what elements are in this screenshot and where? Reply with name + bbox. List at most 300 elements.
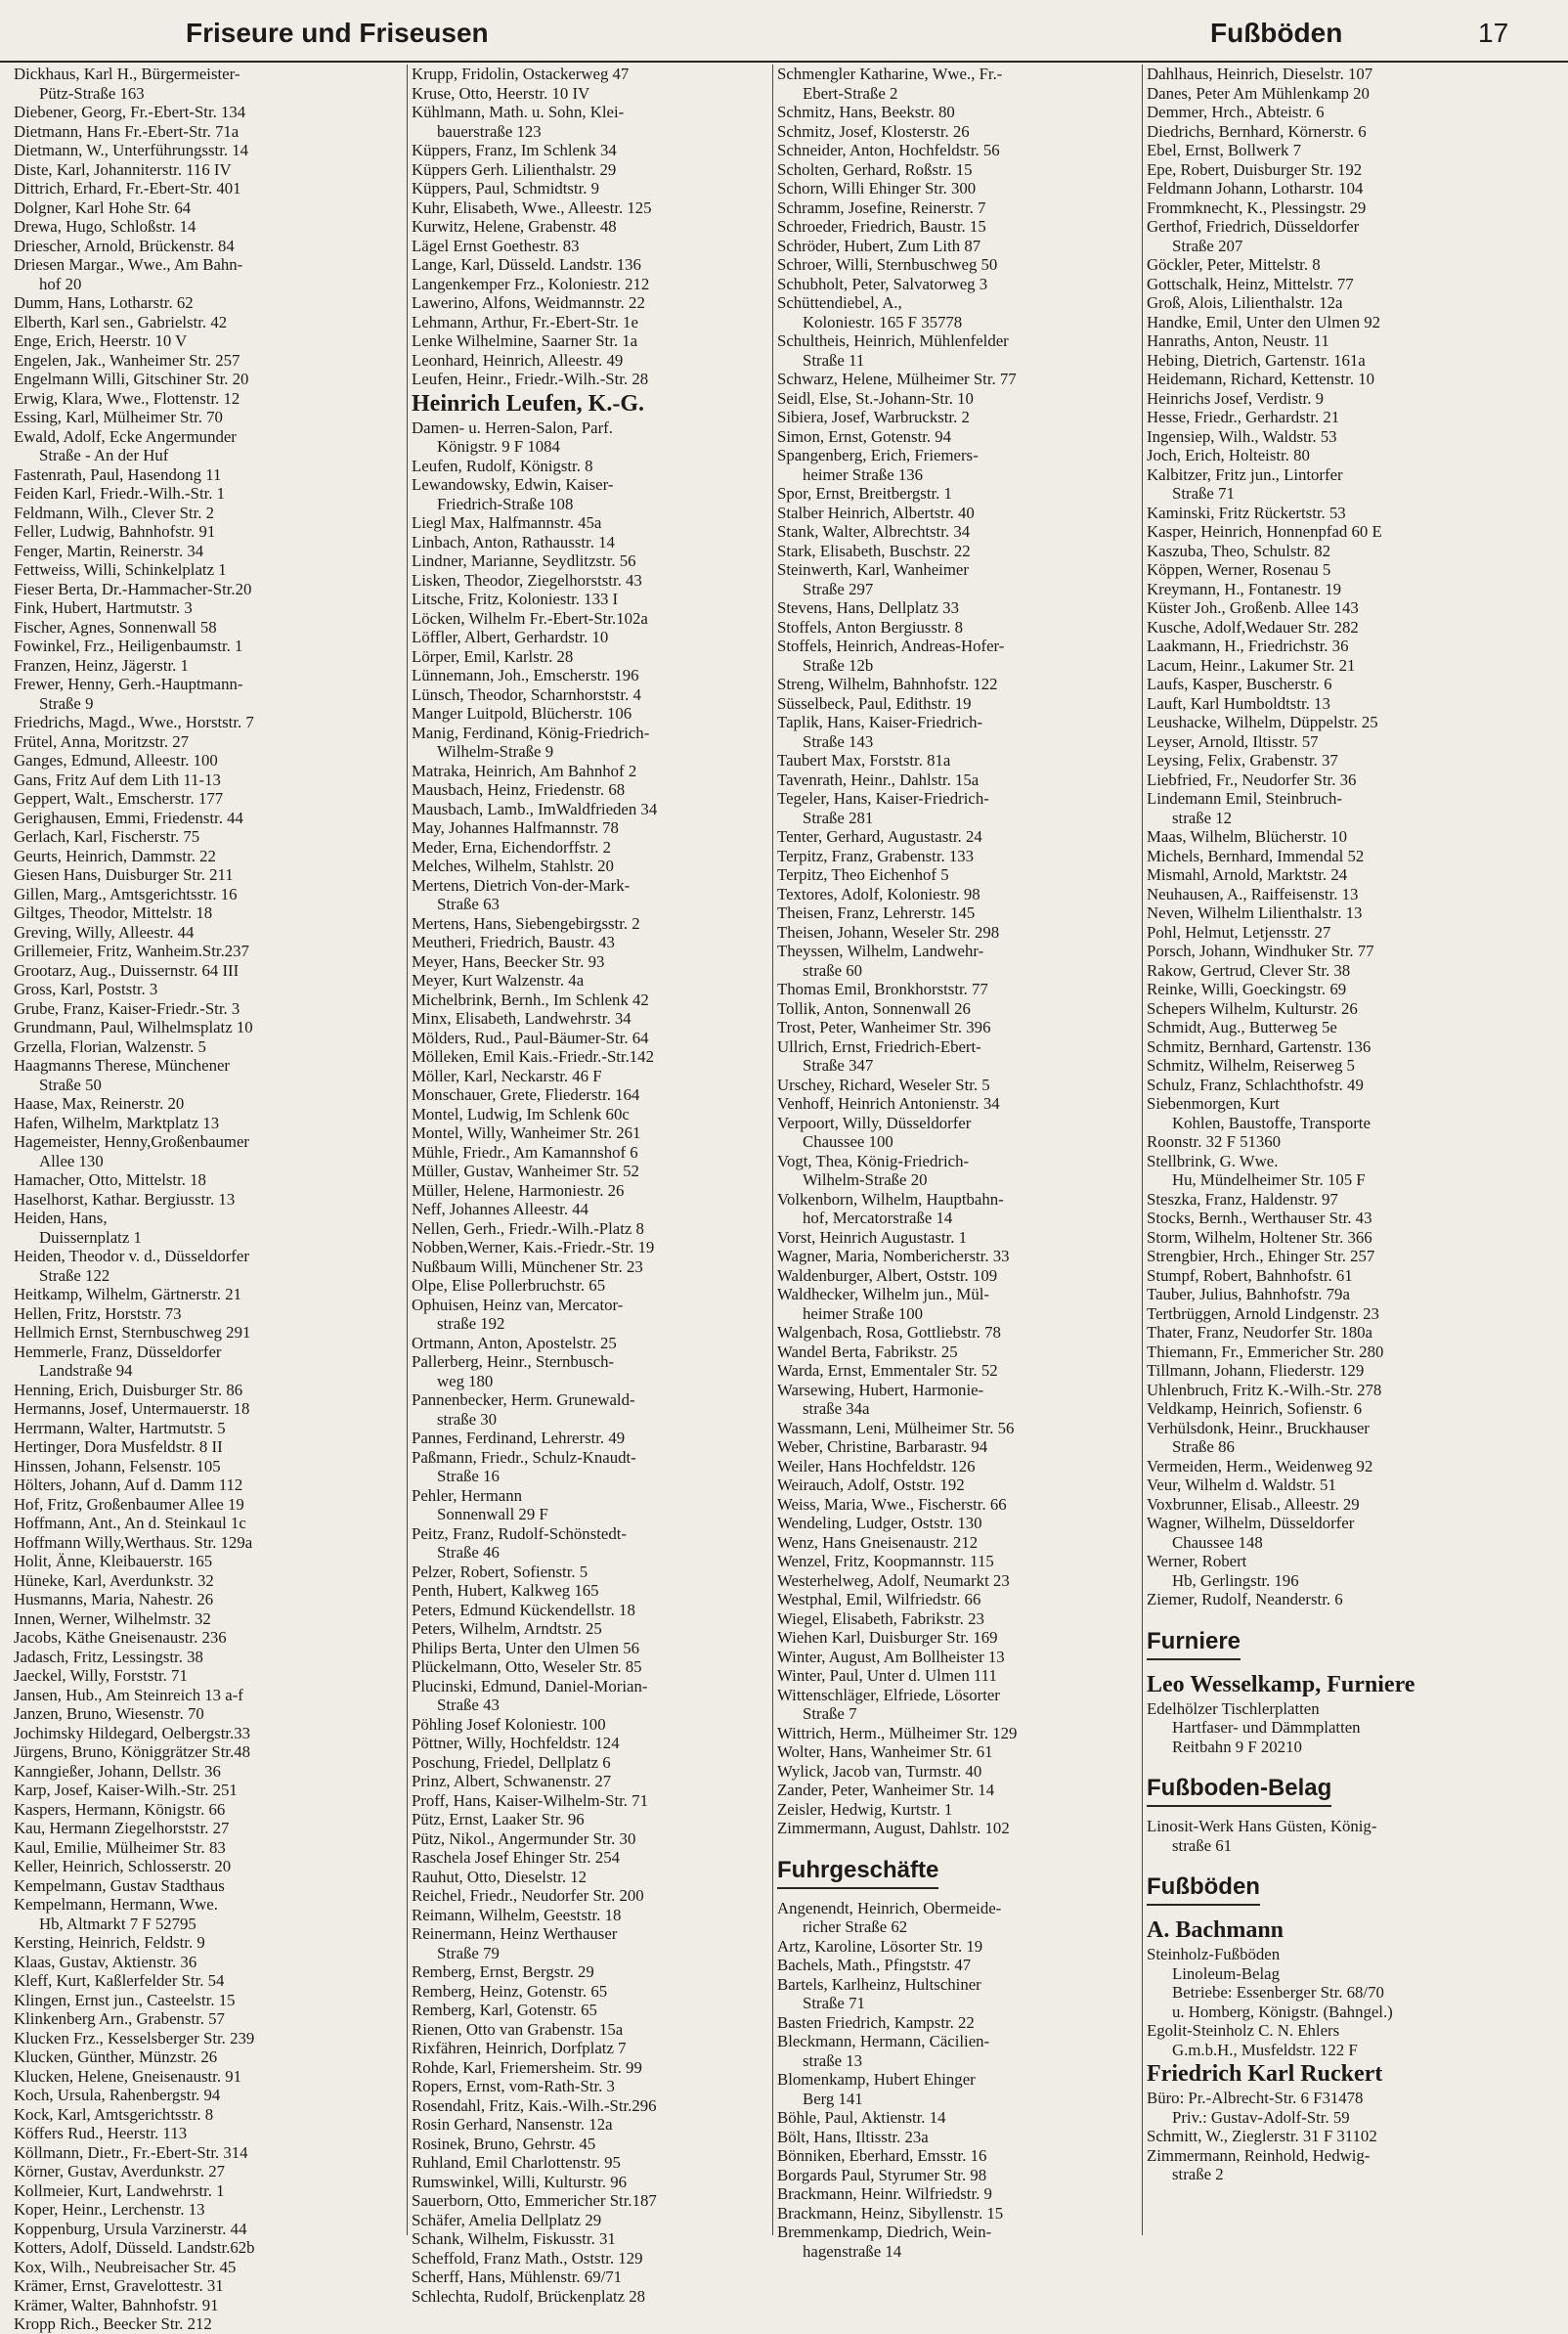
entry-address-line: Hartfaser- und Dämmplatten xyxy=(1172,1718,1361,1737)
directory-entry xyxy=(14,1628,397,1648)
entry-name-line: Karp, Josef, Kaiser-Wilh.-Str. 251 xyxy=(14,1781,238,1799)
entry-name-line: Scheffold, Franz Math., Oststr. 129 xyxy=(412,2248,643,2268)
directory-entry xyxy=(777,1724,1137,1743)
entry-address-line: Ebert-Straße 2 xyxy=(803,83,898,103)
entry-name-line: Rosinek, Bruno, Gehrstr. 45 xyxy=(412,2134,596,2153)
entry-name-line: Schultheis, Heinrich, Mühlenfelder xyxy=(777,331,1009,350)
directory-entry xyxy=(14,1838,397,1858)
entry-name-line: Heidemann, Richard, Kettenstr. 10 xyxy=(1147,370,1375,388)
directory-entry xyxy=(1147,999,1520,1019)
entry-name-line: Edelhölzer Tischlerplatten xyxy=(1147,1698,1320,1718)
entry-name-line: Pannes, Ferdinand, Lehrerstr. 49 xyxy=(412,1429,626,1447)
entry-name-line: Schwarz, Helene, Mülheimer Str. 77 xyxy=(777,370,1017,388)
entry-address-line: weg 180 xyxy=(437,1371,494,1390)
entry-name-line: Krämer, Walter, Bahnhofstr. 91 xyxy=(14,2295,219,2314)
entry-address-line: Duissernplatz 1 xyxy=(39,1227,142,1247)
entry-name-line: Friedrichs, Magd., Wwe., Horststr. 7 xyxy=(14,713,254,731)
entry-name-line: Paßmann, Friedr., Schulz-Knaudt- xyxy=(412,1447,636,1467)
column-2 xyxy=(407,65,767,2306)
entry-name-line: Schmidt, Aug., Butterweg 5e xyxy=(1147,1018,1337,1036)
directory-entry xyxy=(14,1094,397,1114)
entry-name-line: Montel, Willy, Wanheimer Str. 261 xyxy=(412,1123,641,1142)
entry-name-line: Bachels, Math., Pfingststr. 47 xyxy=(777,1956,972,1974)
directory-entry xyxy=(1147,1817,1520,1855)
entry-name-line: Walgenbach, Rosa, Gottliebstr. 78 xyxy=(777,1323,1001,1342)
entry-name-line: Giltges, Theodor, Mittelstr. 18 xyxy=(14,903,213,922)
entry-name-line: Giesen Hans, Duisburger Str. 211 xyxy=(14,865,234,884)
directory-entry xyxy=(412,2020,767,2040)
entry-name-line: Leufen, Rudolf, Königstr. 8 xyxy=(412,456,593,475)
entry-name-line: Gerlach, Karl, Fischerstr. 75 xyxy=(14,827,200,846)
entry-name-line: Dietmann, Hans Fr.-Ebert-Str. 71a xyxy=(14,121,240,141)
entry-name-line: Kempelmann, Gustav Stadthaus xyxy=(14,1875,225,1895)
entry-name-line: Klucken, Günther, Münzstr. 26 xyxy=(14,2048,218,2066)
directory-entry xyxy=(14,1953,397,1972)
directory-entry xyxy=(14,542,397,561)
directory-entry xyxy=(412,1906,767,1925)
entry-name-line: Wenzel, Fritz, Koopmannstr. 115 xyxy=(777,1552,994,1570)
entry-name-line: Hinssen, Johann, Felsenstr. 105 xyxy=(14,1456,221,1475)
entry-name-line: Kurwitz, Helene, Grabenstr. 48 xyxy=(412,217,617,236)
directory-entry xyxy=(14,1399,397,1419)
entry-name-line: Tertbrüggen, Arnold Lindgenstr. 23 xyxy=(1147,1303,1379,1323)
entry-name-line: Jürgens, Bruno, Königgrätzer Str.48 xyxy=(14,1742,251,1761)
entry-name-line: Steszka, Franz, Haldenstr. 97 xyxy=(1147,1189,1338,1209)
directory-entry xyxy=(412,2135,767,2154)
entry-address-line: Chaussee 100 xyxy=(803,1132,893,1151)
entry-address-line: Straße 71 xyxy=(803,1994,865,2012)
directory-entry xyxy=(412,331,767,351)
directory-entry xyxy=(1147,694,1520,714)
entry-name-line: Taplik, Hans, Kaiser-Friedrich- xyxy=(777,713,983,731)
directory-entry xyxy=(777,903,1137,923)
directory-entry xyxy=(14,1590,397,1609)
directory-entry xyxy=(1147,865,1520,885)
entry-name-line: Kreymann, H., Fontanestr. 19 xyxy=(1147,579,1342,598)
directory-entry xyxy=(777,1781,1137,1800)
entry-name-line: Minx, Elisabeth, Landwehrstr. 34 xyxy=(412,1009,632,1028)
entry-address-line: Straße 86 xyxy=(1172,1437,1235,1456)
entry-name-line: Lacum, Heinr., Lakumer Str. 21 xyxy=(1147,655,1356,675)
directory-entry xyxy=(1147,1304,1520,1324)
directory-entry xyxy=(14,465,397,485)
entry-name-line: Olpe, Elise Pollerbruchstr. 65 xyxy=(412,1276,606,1295)
entry-name-line: Storm, Wilhelm, Holtener Str. 366 xyxy=(1147,1227,1372,1247)
directory-entry xyxy=(777,1094,1137,1114)
directory-entry xyxy=(777,1628,1137,1648)
directory-entry xyxy=(14,1209,397,1247)
directory-entry xyxy=(777,1437,1137,1457)
directory-entry xyxy=(777,1937,1137,1957)
entry-name-line: Neff, Johannes Alleestr. 44 xyxy=(412,1200,588,1218)
entry-name-line: Terpitz, Franz, Grabenstr. 133 xyxy=(777,846,975,865)
directory-entry xyxy=(777,217,1137,237)
directory-entry xyxy=(777,446,1137,484)
entry-name-line: Pallerberg, Heinr., Sternbusch- xyxy=(412,1352,615,1371)
directory-entry xyxy=(777,847,1137,866)
entry-address-line: Linoleum-Belag xyxy=(1172,1963,1280,1983)
entry-name-line: Vermeiden, Herm., Weidenweg 92 xyxy=(1147,1456,1373,1475)
directory-entry xyxy=(14,2048,397,2067)
entry-name-line: Geurts, Heinrich, Dammstr. 22 xyxy=(14,846,216,865)
entry-name-line: Handke, Emil, Unter den Ulmen 92 xyxy=(1147,312,1381,331)
directory-entry xyxy=(777,1742,1137,1762)
directory-entry xyxy=(777,2146,1137,2166)
entry-name-line: Schneider, Anton, Hochfeldstr. 56 xyxy=(777,141,1000,159)
entry-name-line: Mausbach, Heinz, Friedenstr. 68 xyxy=(412,780,626,799)
directory-entry xyxy=(412,2096,767,2116)
directory-entry xyxy=(1147,961,1520,981)
entry-name-line: Leonhard, Heinrich, Alleestr. 49 xyxy=(412,350,624,370)
entry-name-line: Hoffmann, Ant., An d. Steinkaul 1c xyxy=(14,1514,246,1532)
directory-entry xyxy=(14,1514,397,1533)
entry-name-line: Leyser, Arnold, Iltisstr. 57 xyxy=(1147,731,1319,751)
entry-name-line: Maas, Wilhelm, Blücherstr. 10 xyxy=(1147,827,1348,846)
entry-name-line: Hüneke, Karl, Averdunkstr. 32 xyxy=(14,1570,214,1590)
directory-entry xyxy=(412,628,767,647)
directory-entry xyxy=(14,103,397,122)
directory-entry xyxy=(14,903,397,923)
entry-name-line: Kaul, Emilie, Mülheimer Str. 83 xyxy=(14,1837,226,1857)
directory-entry xyxy=(412,609,767,629)
entry-name-line: Zimmermann, Reinhold, Hedwig- xyxy=(1147,2145,1371,2165)
entry-address-line: straße 2 xyxy=(1172,2165,1224,2183)
entry-name-line: Rumswinkel, Willi, Kulturstr. 96 xyxy=(412,2172,627,2191)
directory-entry xyxy=(412,1486,767,1524)
directory-entry xyxy=(1147,351,1520,371)
directory-entry xyxy=(777,923,1137,943)
directory-entry xyxy=(777,1419,1137,1438)
directory-entry xyxy=(412,1715,767,1735)
directory-entry xyxy=(777,1495,1137,1515)
directory-entry xyxy=(412,1677,767,1715)
entry-name-line: Tollik, Anton, Sonnenwall 26 xyxy=(777,998,971,1018)
directory-entry xyxy=(777,160,1137,180)
entry-name-line: Hebing, Dietrich, Gartenstr. 161a xyxy=(1147,350,1366,370)
entry-name-line: Diebener, Georg, Fr.-Ebert-Str. 134 xyxy=(14,103,246,121)
entry-name-line: Ophuisen, Heinz van, Mercator- xyxy=(412,1295,624,1314)
directory-entry xyxy=(14,2029,397,2048)
directory-entry xyxy=(1147,103,1520,122)
entry-name-line: Pöttner, Willy, Hochfeldstr. 124 xyxy=(412,1734,620,1752)
entry-address-line: straße 34a xyxy=(803,1399,870,1418)
entry-name-line: Lünnemann, Joh., Emscherstr. 196 xyxy=(412,666,639,684)
directory-entry xyxy=(777,504,1137,523)
section-heading: Fußboden-Belag xyxy=(1147,1774,1331,1807)
business-name: Friedrich Karl Ruckert xyxy=(1147,2061,1383,2087)
entry-name-line: Ortmann, Anton, Apostelstr. 25 xyxy=(412,1333,617,1352)
directory-entry xyxy=(412,1200,767,1219)
directory-entry xyxy=(412,198,767,218)
entry-name-line: Poschung, Friedel, Dellplatz 6 xyxy=(412,1752,611,1772)
directory-entry xyxy=(777,1956,1137,1975)
entry-name-line: Heinrichs Josef, Verdistr. 9 xyxy=(1147,388,1324,408)
entry-address-line: Straße 71 xyxy=(1172,484,1235,503)
directory-entry xyxy=(777,1190,1137,1228)
directory-entry xyxy=(14,1056,397,1094)
entry-name-line: Pütz, Ernst, Laaker Str. 96 xyxy=(412,1810,585,1828)
entry-name-line: Wagner, Maria, Nombericherstr. 33 xyxy=(777,1247,1010,1265)
directory-entry xyxy=(412,351,767,371)
entry-name-line: Schmitt, W., Zieglerstr. 31 F 31102 xyxy=(1147,2127,1377,2145)
directory-entry xyxy=(777,2166,1137,2185)
directory-entry xyxy=(412,237,767,256)
entry-name-line: Grzella, Florian, Walzenstr. 5 xyxy=(14,1036,206,1056)
directory-entry xyxy=(1147,656,1520,676)
directory-entry xyxy=(777,713,1137,751)
entry-name-line: Vogt, Thea, König-Friedrich- xyxy=(777,1151,970,1170)
directory-entry xyxy=(777,771,1137,790)
directory-entry xyxy=(412,1810,767,1829)
entry-name-line: Göckler, Peter, Mittelstr. 8 xyxy=(1147,255,1321,274)
entry-name-line: Klinkenberg Arn., Grabenstr. 57 xyxy=(14,2009,225,2028)
entry-name-line: Hagemeister, Henny,Großenbaumer xyxy=(14,1132,250,1151)
directory-entry xyxy=(777,1975,1137,2013)
directory-entry xyxy=(1147,1381,1520,1400)
entry-name-line: Textores, Adolf, Koloniestr. 98 xyxy=(777,884,980,903)
entry-name-line: Artz, Karoline, Lösorter Str. 19 xyxy=(777,1936,983,1956)
entry-name-line: Fowinkel, Frz., Heiligenbaumstr. 1 xyxy=(14,637,243,655)
entry-name-line: Bremmenkamp, Diedrich, Wein- xyxy=(777,2223,992,2241)
entry-name-line: Gans, Fritz Auf dem Lith 11-13 xyxy=(14,770,221,789)
entry-address-line: Landstraße 94 xyxy=(39,1361,133,1380)
directory-entry xyxy=(412,217,767,237)
entry-name-line: Terpitz, Theo Eichenhof 5 xyxy=(777,865,949,884)
directory-entry xyxy=(14,1781,397,1800)
directory-entry xyxy=(777,2013,1137,2033)
entry-name-line: Dumm, Hans, Lotharstr. 62 xyxy=(14,293,194,312)
entry-name-line: Stalber Heinrich, Albertstr. 40 xyxy=(777,503,975,522)
directory-entry xyxy=(412,952,767,972)
directory-entry xyxy=(412,1105,767,1124)
directory-entry xyxy=(1147,1475,1520,1495)
directory-entry xyxy=(14,2162,397,2181)
entry-name-line: Grundmann, Paul, Wilhelmsplatz 10 xyxy=(14,1018,253,1036)
directory-entry xyxy=(1147,217,1520,255)
entry-name-line: Liegl Max, Halfmannstr. 45a xyxy=(412,513,602,532)
directory-entry xyxy=(777,389,1137,409)
entry-name-line: Kruse, Otto, Heerstr. 10 IV xyxy=(412,83,590,103)
entry-address-line: Hb, Altmarkt 7 F 52795 xyxy=(39,1914,196,1933)
entry-address-line: straße 61 xyxy=(1172,1835,1233,1855)
entry-name-line: Winter, Paul, Unter d. Ulmen 111 xyxy=(777,1666,997,1685)
entry-name-line: Frütel, Anna, Moritzstr. 27 xyxy=(14,731,189,751)
entry-name-line: Kaspers, Hermann, Königstr. 66 xyxy=(14,1799,226,1819)
directory-entry xyxy=(14,732,397,752)
entry-name-line: Bleckmann, Hermann, Cäcilien- xyxy=(777,2032,990,2050)
directory-entry xyxy=(1147,751,1520,771)
directory-entry xyxy=(777,1552,1137,1571)
directory-entry xyxy=(14,1876,397,1896)
directory-entry xyxy=(412,1238,767,1257)
entry-name-line: Körner, Gustav, Averdunkstr. 27 xyxy=(14,2162,226,2180)
entry-name-line: Bönniken, Eberhard, Emsstr. 16 xyxy=(777,2146,987,2165)
entry-name-line: Henning, Erich, Duisburger Str. 86 xyxy=(14,1380,243,1399)
directory-entry xyxy=(412,1924,767,1962)
directory-entry xyxy=(412,1181,767,1201)
entry-address-line: bauerstraße 123 xyxy=(437,121,542,141)
directory-entry xyxy=(777,1514,1137,1533)
entry-name-line: Frewer, Henny, Gerh.-Hauptmann- xyxy=(14,675,243,693)
entry-name-line: Werner, Robert xyxy=(1147,1552,1247,1570)
directory-entry xyxy=(777,885,1137,904)
entry-address-line: straße 60 xyxy=(803,960,863,980)
directory-entry xyxy=(14,1552,397,1571)
directory-entry xyxy=(1147,465,1520,504)
entry-name-line: Klucken Frz., Kesselsberger Str. 239 xyxy=(14,2028,255,2048)
directory-entry xyxy=(412,1067,767,1086)
directory-entry xyxy=(1147,2021,1520,2059)
entry-name-line: Proff, Hans, Kaiser-Wilhelm-Str. 71 xyxy=(412,1790,648,1810)
directory-entry xyxy=(1147,1361,1520,1381)
entry-name-line: Fieser Berta, Dr.-Hammacher-Str.20 xyxy=(14,579,252,598)
entry-address-line: straße 12 xyxy=(1172,808,1233,827)
directory-entry xyxy=(1147,122,1520,142)
entry-name-line: Pöhling Josef Koloniestr. 100 xyxy=(412,1714,606,1734)
directory-entry xyxy=(14,1475,397,1495)
entry-name-line: Müller, Helene, Harmoniestr. 26 xyxy=(412,1180,625,1200)
directory-entry xyxy=(1147,771,1520,790)
directory-entry xyxy=(777,675,1137,694)
directory-entry xyxy=(1147,598,1520,618)
entry-name-line: Lauft, Karl Humboldtstr. 13 xyxy=(1147,693,1330,713)
directory-entry xyxy=(412,1962,767,1982)
entry-name-line: Sauerborn, Otto, Emmericher Str.187 xyxy=(412,2191,657,2210)
directory-entry xyxy=(14,2238,397,2258)
entry-name-line: Pehler, Hermann xyxy=(412,1485,523,1505)
entry-name-line: Koch, Ursula, Rahenbergstr. 94 xyxy=(14,2086,221,2104)
entry-name-line: Herrmann, Walter, Hartmutstr. 5 xyxy=(14,1418,226,1437)
entry-name-line: Plückelmann, Otto, Weseler Str. 85 xyxy=(412,1657,642,1676)
entry-name-line: Mausbach, Lamb., ImWaldfrieden 34 xyxy=(412,799,658,818)
entry-name-line: Schüttendiebel, A., xyxy=(777,293,902,312)
entry-name-line: Küppers Gerh. Lilienthalstr. 29 xyxy=(412,159,617,179)
entry-address-line: Hu, Mündelheimer Str. 105 F xyxy=(1172,1170,1366,1189)
entry-name-line: Matraka, Heinrich, Am Bahnhof 2 xyxy=(412,761,637,780)
entry-name-line: Fischer, Agnes, Sonnenwall 58 xyxy=(14,617,217,637)
entry-name-line: Schmitz, Bernhard, Gartenstr. 136 xyxy=(1147,1036,1372,1056)
directory-entry xyxy=(777,1037,1137,1076)
directory-entry xyxy=(1147,1419,1520,1457)
directory-entry xyxy=(777,1475,1137,1495)
entry-address-line: Hb, Gerlingstr. 196 xyxy=(1172,1570,1299,1590)
directory-entry xyxy=(14,1648,397,1667)
entry-name-line: Feller, Ludwig, Bahnhofstr. 91 xyxy=(14,522,216,541)
directory-entry xyxy=(777,103,1137,122)
directory-entry xyxy=(1147,1399,1520,1419)
directory-entry xyxy=(777,2128,1137,2147)
entry-name-line: Zander, Peter, Wanheimer Str. 14 xyxy=(777,1781,995,1799)
directory-entry xyxy=(1147,255,1520,275)
directory-entry xyxy=(14,237,397,256)
entry-name-line: Wiehen Karl, Duisburger Str. 169 xyxy=(777,1628,998,1647)
entry-name-line: Brackmann, Heinr. Wilfriedstr. 9 xyxy=(777,2184,992,2203)
entry-name-line: Weiler, Hans Hochfeldstr. 126 xyxy=(777,1456,976,1475)
entry-name-line: Stevens, Hans, Dellplatz 33 xyxy=(777,598,959,617)
directory-entry xyxy=(14,1114,397,1133)
entry-name-line: Lindemann Emil, Steinbruch- xyxy=(1147,789,1342,808)
directory-entry xyxy=(14,809,397,828)
entry-address-line: straße 13 xyxy=(803,2050,863,2070)
directory-entry xyxy=(1147,2089,1520,2127)
entry-name-line: Ullrich, Ernst, Friedrich-Ebert- xyxy=(777,1036,981,1056)
entry-name-line: Damen- u. Herren-Salon, Parf. xyxy=(412,418,613,437)
entry-name-line: Wiegel, Elisabeth, Fabrikstr. 23 xyxy=(777,1608,984,1628)
entry-name-line: Scholten, Gerhard, Roßstr. 15 xyxy=(777,159,973,179)
directory-entry xyxy=(1147,542,1520,561)
directory-entry xyxy=(14,847,397,866)
entry-name-line: Wandel Berta, Fabrikstr. 25 xyxy=(777,1342,958,1361)
directory-entry xyxy=(1147,980,1520,999)
entry-name-line: Hesse, Friedr., Gerhardstr. 21 xyxy=(1147,408,1340,426)
entry-name-line: Haase, Max, Reinerstr. 20 xyxy=(14,1094,185,1113)
entry-name-line: Schmengler Katharine, Wwe., Fr.- xyxy=(777,65,1003,83)
entry-name-line: Brackmann, Heinz, Sibyllenstr. 15 xyxy=(777,2203,1004,2223)
directory-entry xyxy=(14,1857,397,1876)
directory-entry xyxy=(412,1772,767,1791)
directory-entry xyxy=(777,1076,1137,1095)
entry-name-line: Verhülsdonk, Heinr., Bruckhauser xyxy=(1147,1418,1370,1437)
directory-entry xyxy=(1147,789,1520,827)
directory-entry xyxy=(412,1352,767,1390)
directory-entry xyxy=(1147,65,1520,84)
directory-entry xyxy=(1147,560,1520,580)
directory-entry xyxy=(777,1571,1137,1591)
entry-name-line: Schäfer, Amelia Dellplatz 29 xyxy=(412,2210,602,2229)
entry-name-line: Kleff, Kurt, Kaßlerfelder Str. 54 xyxy=(14,1971,225,1990)
entry-name-line: Kersting, Heinrich, Feldstr. 9 xyxy=(14,1933,205,1952)
entry-address-line: G.m.b.H., Musfeldstr. 122 F xyxy=(1172,2040,1358,2059)
directory-entry xyxy=(412,1657,767,1677)
directory-entry xyxy=(14,408,397,427)
entry-name-line: Gross, Karl, Poststr. 3 xyxy=(14,980,158,998)
directory-entry xyxy=(14,1419,397,1438)
directory-entry xyxy=(14,1762,397,1782)
directory-entry xyxy=(1147,827,1520,847)
entry-name-line: Volkenborn, Wilhelm, Hauptbahn- xyxy=(777,1189,1004,1209)
entry-name-line: Nußbaum Willi, Münchener Str. 23 xyxy=(412,1256,643,1276)
entry-address-line: Straße 11 xyxy=(803,350,865,370)
entry-name-line: Jochimsky Hildegard, Oelbergstr.33 xyxy=(14,1723,251,1742)
directory-entry xyxy=(412,1563,767,1582)
entry-name-line: Erwig, Klara, Wwe., Flottenstr. 12 xyxy=(14,388,240,408)
directory-entry xyxy=(14,1800,397,1820)
directory-entry xyxy=(777,1666,1137,1686)
entry-name-line: Rixfähren, Heinrich, Dorfplatz 7 xyxy=(412,2039,627,2057)
directory-entry xyxy=(14,1666,397,1686)
entry-name-line: Schmitz, Wilhelm, Reiserweg 5 xyxy=(1147,1056,1355,1075)
directory-entry xyxy=(412,876,767,914)
directory-entry xyxy=(777,1266,1137,1286)
directory-entry xyxy=(412,84,767,104)
entry-name-line: Wagner, Wilhelm, Düsseldorfer xyxy=(1147,1514,1355,1532)
entry-name-line: Blomenkamp, Hubert Ehinger xyxy=(777,2070,976,2089)
directory-entry xyxy=(412,1448,767,1486)
entry-address-line: Straße 46 xyxy=(437,1543,500,1562)
directory-entry xyxy=(412,914,767,934)
entry-name-line: Spor, Ernst, Breitbergstr. 1 xyxy=(777,484,952,503)
entry-name-line: Kasper, Heinrich, Honnenpfad 60 E xyxy=(1147,522,1382,541)
directory-entry xyxy=(777,618,1137,638)
directory-entry xyxy=(412,724,767,762)
entry-address-line: Betriebe: Essenberger Str. 68/70 xyxy=(1172,1983,1384,2002)
directory-entry xyxy=(14,1533,397,1553)
entry-name-line: Linbach, Anton, Rathausstr. 14 xyxy=(412,532,615,551)
directory-entry xyxy=(14,1609,397,1629)
entry-name-line: Gerthof, Friedrich, Düsseldorfer xyxy=(1147,217,1360,236)
entry-name-line: Borgards Paul, Styrumer Str. 98 xyxy=(777,2165,987,2184)
directory-entry xyxy=(1147,389,1520,409)
